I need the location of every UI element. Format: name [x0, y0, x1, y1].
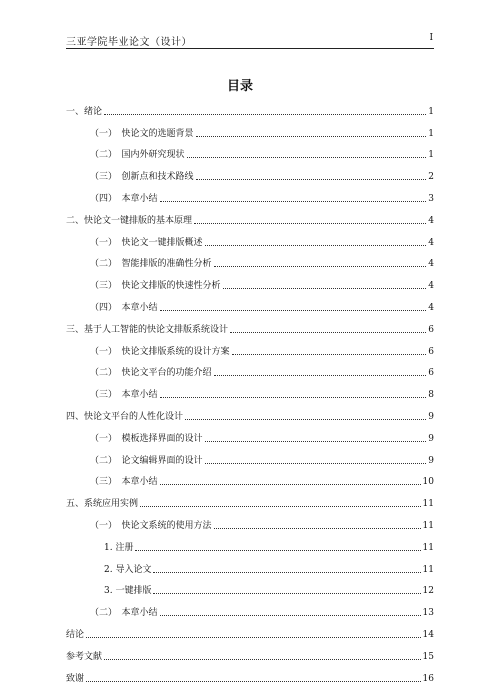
toc-entry-page: 6: [428, 346, 434, 357]
toc-entry-label: （二） 国内外研究现状: [90, 150, 185, 161]
toc-entry-label: （三） 本章小结: [90, 390, 158, 401]
toc-entry-page: 11: [422, 499, 434, 510]
dot-leader: [160, 397, 427, 398]
toc-entry-label: （一） 快论文的选题背景: [90, 128, 194, 139]
toc-entry[interactable]: [66, 379, 434, 401]
toc-entry-page: 11: [422, 520, 434, 531]
dot-leader: [160, 310, 427, 311]
dot-leader: [230, 332, 426, 333]
toc-entry-page: 11: [422, 564, 434, 575]
toc-entry-page: 8: [428, 390, 434, 401]
dot-leader: [160, 201, 427, 202]
toc-entry-page: 11: [422, 542, 434, 553]
header-page-number: I: [429, 33, 433, 43]
toc-entry-page: 13: [422, 608, 434, 619]
toc-entry-label: （三） 创新点和技术路线: [90, 172, 194, 183]
toc-entry-label: 1. 注册: [104, 542, 134, 553]
toc-entry[interactable]: [66, 227, 434, 249]
toc-entry[interactable]: [66, 336, 434, 358]
toc-entry[interactable]: [66, 270, 434, 292]
toc-entry[interactable]: [66, 467, 434, 489]
toc-entry[interactable]: [66, 358, 434, 380]
toc-entry-label: （四） 本章小结: [90, 193, 158, 204]
toc-entry-page: 16: [422, 673, 434, 684]
dot-leader: [205, 245, 427, 246]
toc-entry-label: 五、系统应用实例: [66, 499, 139, 510]
toc-entry-label: 2. 导入论文: [104, 564, 152, 575]
dot-leader: [153, 593, 420, 594]
toc-entry[interactable]: [66, 118, 434, 140]
toc-entry-label: 三、基于人工智能的快论文排版系统设计: [66, 324, 229, 335]
toc-entry-label: （一） 模板选择界面的设计: [90, 433, 203, 444]
toc-entry-label: （一） 快论文系统的使用方法: [90, 520, 212, 531]
toc-entry-page: 3: [428, 193, 434, 204]
toc-entry-label: （三） 快论文排版的快速性分析: [90, 281, 221, 292]
toc-entry-page: 6: [428, 368, 434, 379]
dot-leader: [187, 157, 427, 158]
table-of-contents: [66, 96, 434, 685]
toc-entry-label: （一） 快论文排版系统的设计方案: [90, 346, 230, 357]
toc-entry[interactable]: [66, 619, 434, 641]
toc-entry-page: 4: [428, 215, 434, 226]
toc-entry[interactable]: [66, 445, 434, 467]
dot-leader: [104, 659, 421, 660]
page-header: [66, 32, 434, 49]
dot-leader: [214, 375, 427, 376]
toc-entry[interactable]: [66, 423, 434, 445]
toc-entry-page: 1: [428, 128, 434, 139]
toc-entry-label: （二） 快论文平台的功能介绍: [90, 368, 212, 379]
dot-leader: [205, 441, 427, 442]
toc-entry[interactable]: [66, 532, 434, 554]
dot-leader: [160, 615, 421, 616]
dot-leader: [135, 550, 420, 551]
toc-entry-label: 结论: [66, 629, 85, 640]
dot-leader: [104, 114, 426, 115]
header-title: 三亚学院毕业论文（设计）: [66, 37, 192, 48]
toc-entry[interactable]: [66, 597, 434, 619]
dot-leader: [223, 288, 427, 289]
toc-entry-page: 9: [428, 433, 434, 444]
dot-leader: [86, 681, 421, 682]
toc-entry-label: （二） 智能排版的准确性分析: [90, 259, 212, 270]
toc-entry-page: 4: [428, 259, 434, 270]
dot-leader: [153, 572, 420, 573]
toc-entry-label: （四） 本章小结: [90, 302, 158, 313]
toc-entry[interactable]: [66, 314, 434, 336]
toc-entry-label: 一、绪论: [66, 106, 103, 117]
toc-entry[interactable]: [66, 488, 434, 510]
toc-entry-label: （一） 快论文一键排版概述: [90, 237, 203, 248]
toc-entry-page: 14: [422, 629, 434, 640]
toc-entry-label: （二） 本章小结: [90, 608, 158, 619]
toc-entry[interactable]: [66, 183, 434, 205]
toc-entry-page: 2: [428, 172, 434, 183]
toc-entry-label: 参考文献: [66, 651, 103, 662]
dot-leader: [194, 223, 426, 224]
dot-leader: [232, 354, 427, 355]
dot-leader: [86, 637, 421, 638]
dot-leader: [160, 484, 421, 485]
dot-leader: [185, 419, 426, 420]
toc-entry-page: 4: [428, 237, 434, 248]
toc-entry[interactable]: [66, 249, 434, 271]
dot-leader: [140, 506, 421, 507]
toc-entry-label: 二、快论文一键排版的基本原理: [66, 215, 193, 226]
dot-leader: [205, 463, 427, 464]
toc-entry-page: 1: [428, 106, 434, 117]
toc-entry-label: （二） 论文编辑界面的设计: [90, 455, 203, 466]
toc-entry[interactable]: [66, 641, 434, 663]
toc-entry-page: 9: [428, 455, 434, 466]
toc-entry[interactable]: [66, 205, 434, 227]
toc-title: 目录: [226, 79, 253, 94]
toc-entry[interactable]: [66, 663, 434, 685]
toc-entry-label: 致谢: [66, 673, 85, 684]
toc-entry-page: 6: [428, 324, 434, 335]
toc-entry[interactable]: [66, 510, 434, 532]
toc-entry[interactable]: [66, 161, 434, 183]
toc-entry-page: 4: [428, 281, 434, 292]
toc-entry[interactable]: [66, 140, 434, 162]
toc-entry[interactable]: [66, 292, 434, 314]
toc-entry[interactable]: [66, 401, 434, 423]
dot-leader: [214, 266, 427, 267]
dot-leader: [196, 179, 427, 180]
toc-entry[interactable]: [66, 96, 434, 118]
toc-entry-label: （三） 本章小结: [90, 477, 158, 488]
toc-entry-page: 12: [422, 586, 434, 597]
toc-entry-page: 1: [428, 150, 434, 161]
toc-entry-label: 3. 一键排版: [104, 586, 152, 597]
dot-leader: [214, 528, 421, 529]
toc-entry-page: 4: [428, 302, 434, 313]
toc-entry-page: 10: [422, 477, 434, 488]
toc-entry-page: 9: [428, 411, 434, 422]
toc-entry-page: 15: [422, 651, 434, 662]
toc-entry-label: 四、快论文平台的人性化设计: [66, 411, 184, 422]
toc-entry[interactable]: [66, 554, 434, 576]
dot-leader: [196, 136, 427, 137]
toc-entry[interactable]: [66, 576, 434, 598]
